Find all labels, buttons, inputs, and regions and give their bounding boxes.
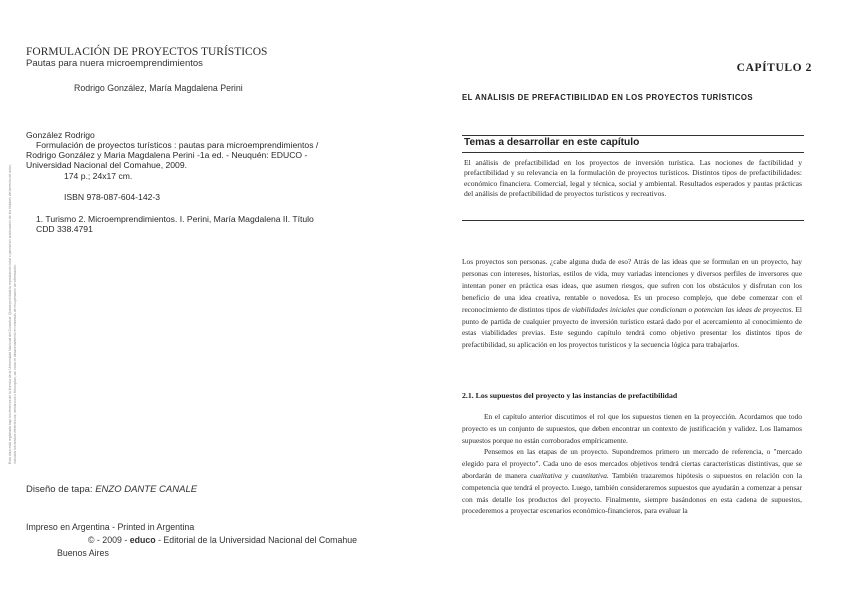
section-heading: 2.1. Los supuestos del proyecto y las instancias de prefactibilidad bbox=[462, 391, 678, 400]
intro-text-part: Los proyectos son personas. ¿cabe alguna duda de eso? Atrás de las ideas que se formulan en un proyecto, hay personas con intereses, historias, estilos de vida, muy variadas intenciones y diversos perfiles de inversores que intentan poner en práctica esas ideas, que asumen riesgos, que sufren con los obstáculos y disfrutan con los beneficio de una idea creativa, rentable o novedosa. Es un proceso complejo, que debe comenzar con el reconocimiento de distintos tipos bbox=[462, 257, 802, 314]
cover-design-label: Diseño de tapa: bbox=[26, 484, 93, 495]
city: Buenos Aires bbox=[57, 548, 109, 558]
copyright-year: © - 2009 - bbox=[88, 535, 128, 545]
topics-bottom-rule bbox=[462, 152, 804, 153]
section-text-part: También trazaremos hipótesis o supuestos en relación con la competencia que tendrá el proyecto. Luego, también consideraremos supuestos que ayudarán a comenzar a pensar con más detalle los productos del proyecto. Finalmente, siempre basándonos en esta cadena de supuestos, procederemos a proyectar escenarios económico-financieros, para evaluar la bbox=[462, 470, 802, 516]
publisher-rest: - Editorial de la Universidad Nacional del Comahue bbox=[158, 535, 358, 545]
catalog-description-line: Formulación de proyectos turísticos : pautas para microemprendimientos / bbox=[36, 140, 319, 150]
catalog-pages: 174 p.; 24x17 cm. bbox=[64, 171, 133, 181]
catalog-isbn: ISBN 978-087-604-142-3 bbox=[64, 192, 161, 202]
catalog-description-line: Rodrigo González y Maria Magdalena Perini -1a ed. - Neuquén: EDUCO - bbox=[26, 150, 308, 160]
section-text-part: Pensemos en las etapas de un proyecto. Supondremos primero un mercado de referencia, o "mercado elegido para el proyecto". Cada uno de esos mercados objetivos tendrá ciertas características distintivas, que se abordarán de manera bbox=[462, 447, 802, 480]
book-subtitle: Pautas para nuera microemprendimientos bbox=[26, 58, 203, 69]
book-title: FORMULACIÓN DE PROYECTOS TURÍSTICOS bbox=[26, 46, 268, 58]
topics-heading: Temas a desarrollar en este capítulo bbox=[464, 137, 640, 148]
catalog-main-entry: González Rodrigo bbox=[26, 130, 95, 140]
chapter-label: CAPÍTULO 2 bbox=[736, 62, 812, 74]
section-paragraph bbox=[462, 446, 802, 517]
catalog-subjects: 1. Turismo 2. Microemprendimientos. I. Perini, María Magdalena II. Título bbox=[36, 214, 314, 224]
section-body bbox=[462, 411, 802, 517]
printed-in: Impreso en Argentina - Printed in Argentina bbox=[26, 522, 195, 532]
intro-italic-part: de viabilidades iniciales que condicionan o potencian las ideas de proyectos. bbox=[562, 304, 794, 314]
vertical-note-line: Esta obra está registrada bajo los términos de la licencia de la Universidad Nacional del Comahue. Queda prohibida la reproducción total o parcial sin autorización de los titulares del derecho de autor, bbox=[8, 164, 12, 464]
cover-design-credit bbox=[26, 484, 197, 495]
vertical-rights-note bbox=[8, 164, 17, 464]
cover-designer: ENZO DANTE CANALE bbox=[95, 484, 198, 495]
section-italic-part: cualitativa y cuantitativa. bbox=[530, 470, 609, 480]
intro-paragraph bbox=[462, 256, 802, 351]
intro-text-part: El punto de partida de cualquier proyecto de inversión turístico estará dado por el acercamiento al conocimiento de estas viabilidades previas. Este segundo capítulo tendrá como objetivo presentar los distintos tipos de prefactibilidad, su aplicación en los proyectos turísticos y la secuencia lógica para trabajarlos. bbox=[462, 304, 802, 350]
topics-end-rule bbox=[462, 220, 804, 221]
copyright-line bbox=[88, 535, 357, 545]
catalog-description-line: Universidad Nacional del Comahue, 2009. bbox=[26, 160, 187, 170]
authors: Rodrigo González, María Magdalena Perini bbox=[74, 83, 243, 93]
publisher-name: educo bbox=[129, 535, 156, 545]
vertical-note-line: incluidos los medios electrónicos, mecánicos o fotocopias, así como el almacenamiento en sistemas de recuperación de información. bbox=[12, 263, 17, 464]
catalog-cdd: CDD 338.4791 bbox=[36, 224, 93, 234]
chapter-title: EL ANÁLISIS DE PREFACTIBILIDAD EN LOS PROYECTOS TURÍSTICOS bbox=[462, 93, 754, 102]
topics-text: El análisis de prefactibilidad en los proyectos de inversión turística. Las nociones de factibilidad y prefactibilidad y su relevancia en la formulación de proyectos turísticos. Distintos tipos de prefactibilidades: económico financiera. Comercial, legal y técnica, social y ambiental. Resultados esperados y pautas prácticas del análisis de prefactibilidad de proyectos turísticos y recreativos. bbox=[464, 158, 802, 199]
topics-top-rule bbox=[462, 135, 804, 136]
section-paragraph: En el capítulo anterior discutimos el rol que los supuestos tienen en la proyección. Acordamos que todo proyecto es un conjunto de supuestos, que deben encontrar un contexto de justificación y validez. Los llamamos supuestos porque no están corroborados empíricamente. bbox=[462, 412, 802, 445]
